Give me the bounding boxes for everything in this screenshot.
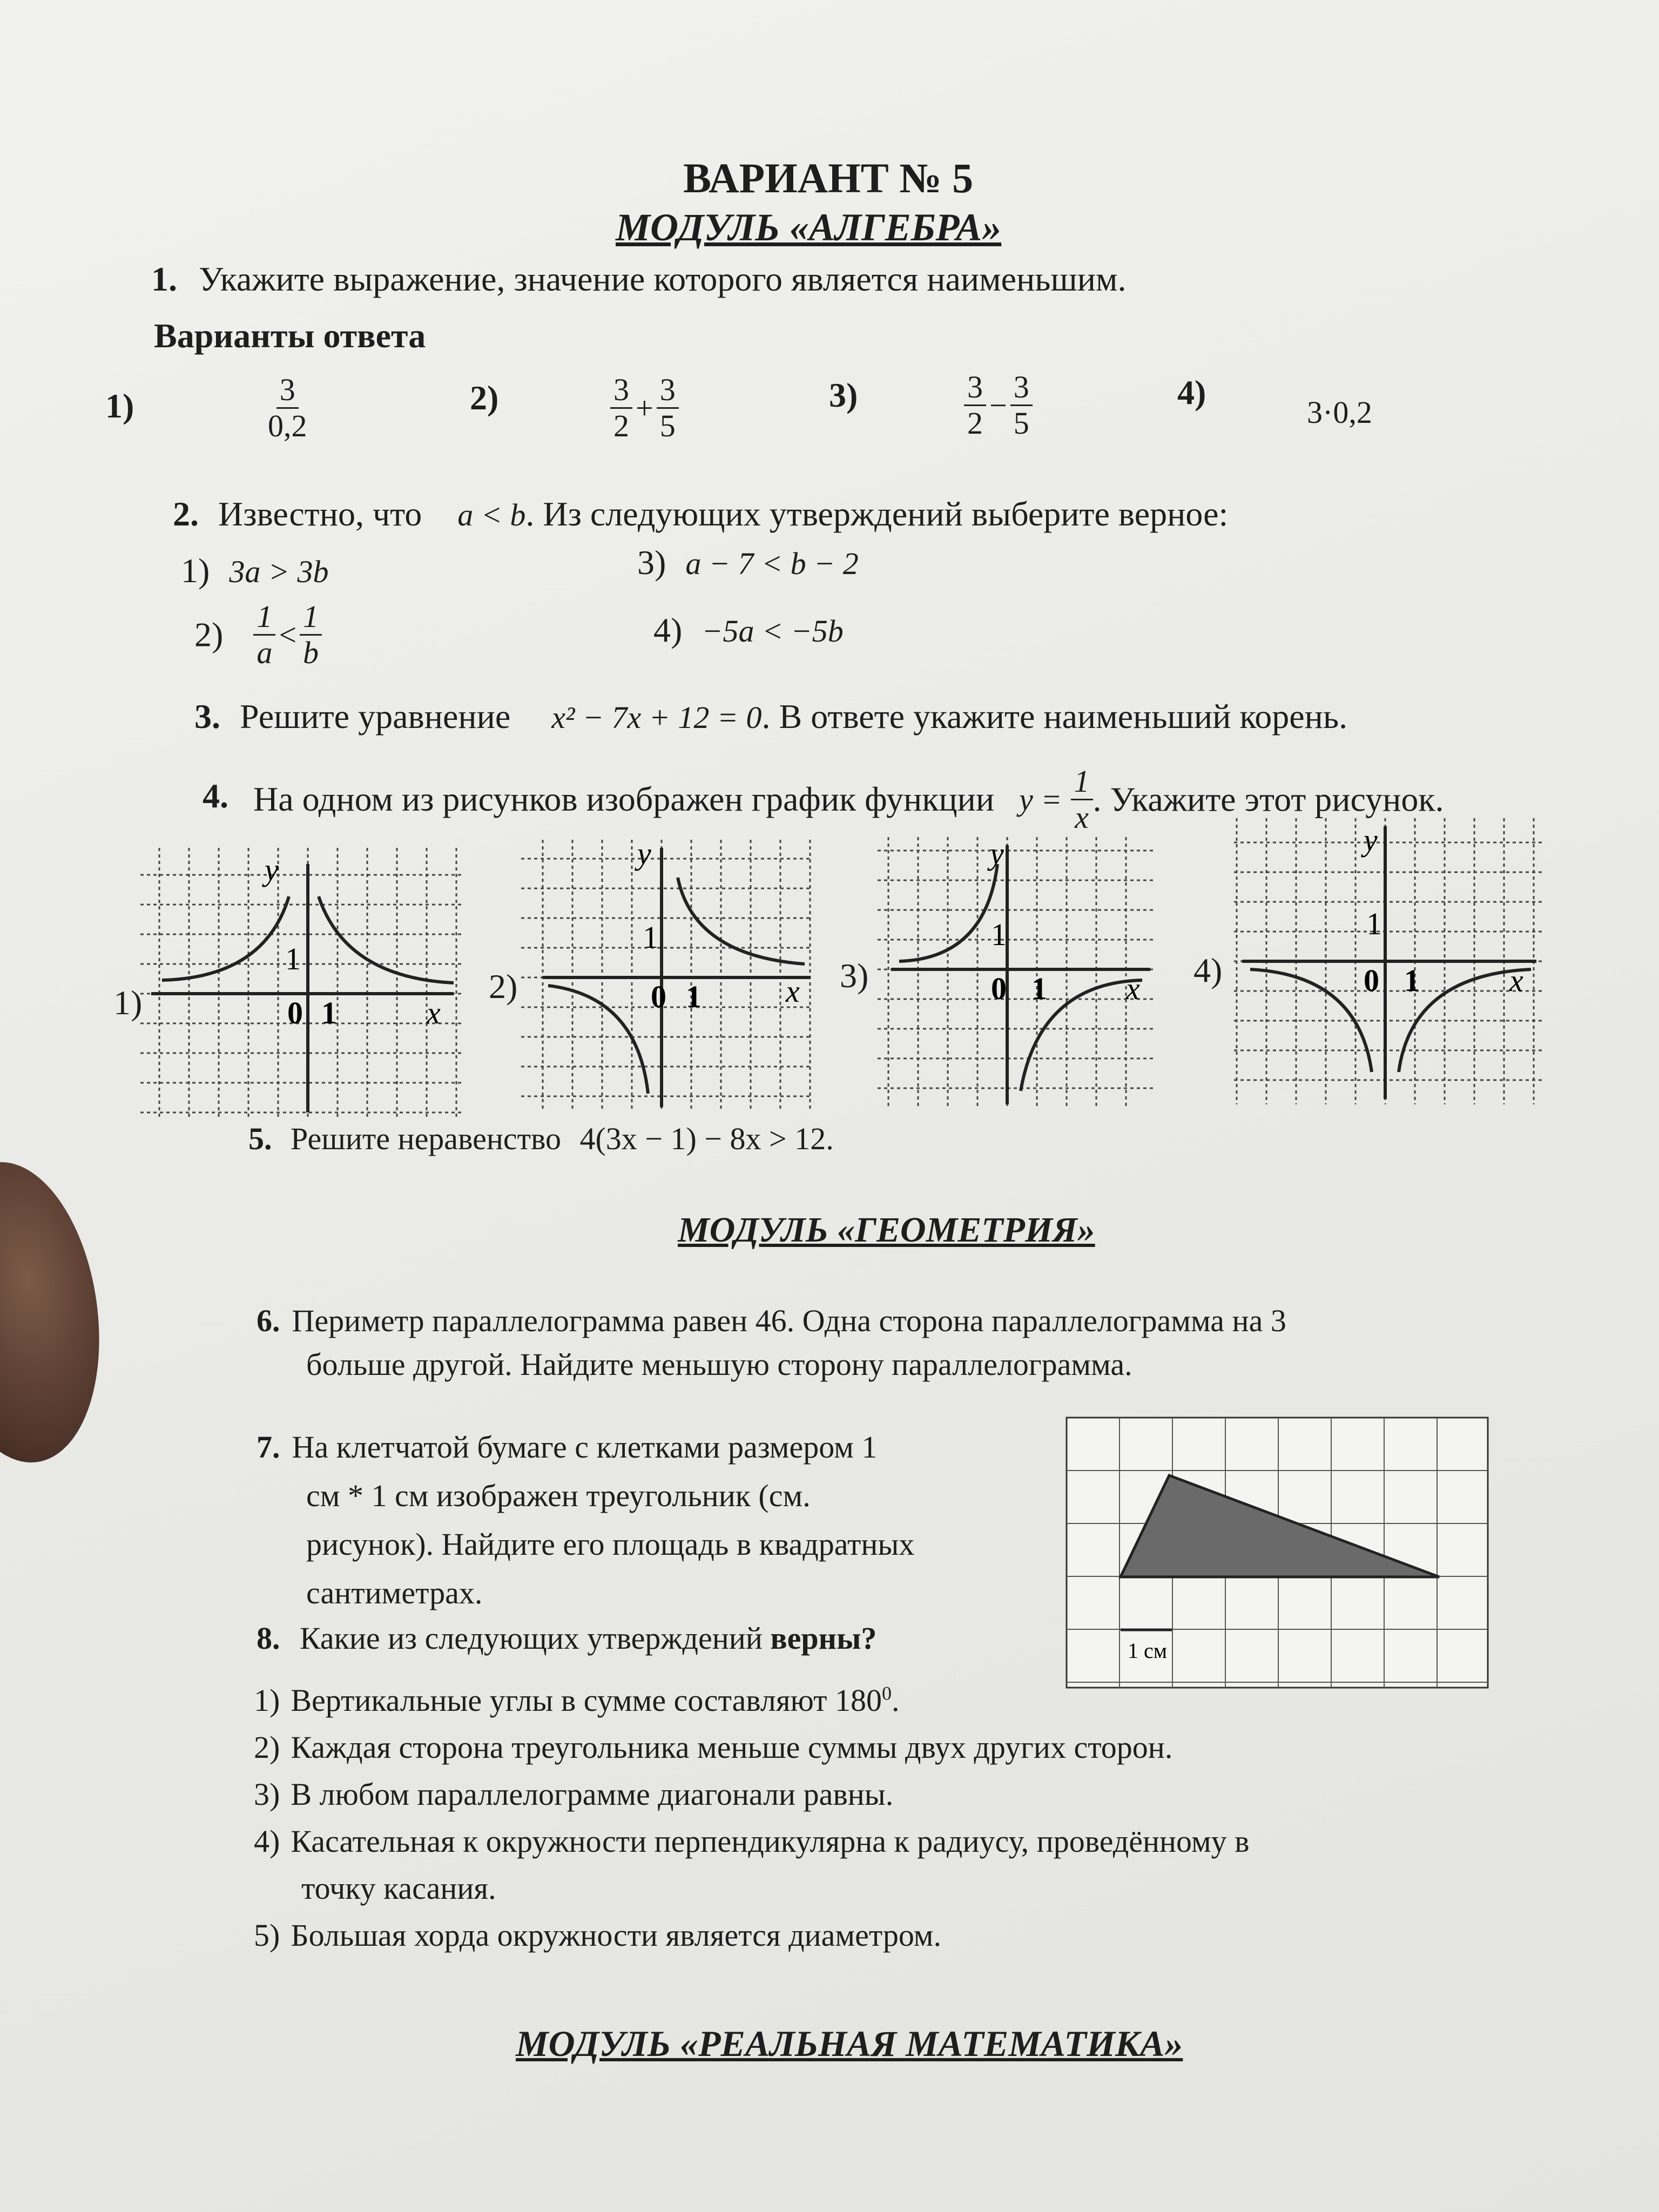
q2-option-3-expression: a − 7 < b − 2 bbox=[685, 546, 859, 581]
q3-equation: x² − 7x + 12 = 0 bbox=[551, 700, 762, 735]
fraction-numerator: 3 bbox=[657, 373, 679, 409]
graph-1-svg bbox=[140, 848, 464, 1118]
unit-x-label: 1 bbox=[686, 979, 702, 1014]
fraction-denominator: a bbox=[257, 635, 273, 670]
triangle-figure bbox=[1064, 1415, 1491, 1693]
q8-text-pre: Какие из следующих утверждений bbox=[300, 1621, 763, 1656]
fraction bbox=[1010, 370, 1033, 441]
fraction bbox=[657, 373, 679, 443]
statement-item[interactable] bbox=[254, 1912, 1250, 1959]
statement-text: Большая хорда окружности является диаметром. bbox=[291, 1918, 941, 1953]
y-axis-label: y bbox=[990, 837, 1004, 871]
statement-number: 2) bbox=[254, 1730, 280, 1765]
q7-line-4: сантиметрах. bbox=[306, 1575, 483, 1610]
q8-number: 8. bbox=[257, 1621, 280, 1656]
q4-function-lhs: y = bbox=[1019, 781, 1062, 817]
q8-text-bold: верны bbox=[770, 1621, 861, 1656]
q8-text bbox=[257, 1620, 876, 1656]
fraction-denominator: b bbox=[303, 635, 319, 670]
statement-item[interactable] bbox=[254, 1677, 1250, 1724]
y-axis-label: y bbox=[265, 852, 279, 887]
graph-1[interactable] bbox=[140, 848, 464, 1118]
x-axis-label: x bbox=[1126, 971, 1140, 1006]
statement-number: 4) bbox=[254, 1824, 280, 1859]
q2-condition: a < b bbox=[457, 497, 526, 532]
q2-text-post: . Из следующих утверждений выберите верное: bbox=[525, 495, 1229, 533]
q1-answers-label: Варианты ответа bbox=[154, 316, 426, 355]
origin-label: 0 bbox=[651, 979, 666, 1014]
q1-option-1-number[interactable]: 1) bbox=[105, 387, 134, 425]
q1-option-4-expression: 3·0,2 bbox=[1307, 395, 1372, 430]
x-axis-label: x bbox=[1509, 963, 1523, 998]
q8-text-post: ? bbox=[861, 1621, 877, 1656]
variant-title: ВАРИАНТ № 5 bbox=[683, 154, 974, 201]
x-axis-label: x bbox=[786, 974, 800, 1009]
fraction-numerator: 3 bbox=[1010, 370, 1033, 406]
q6-line-1: Периметр параллелограмма равен 46. Одна сторона параллелограмма на 3 bbox=[292, 1303, 1286, 1338]
q5-text-pre: Решите неравенство bbox=[291, 1121, 561, 1156]
curve-third-quadrant bbox=[548, 986, 648, 1094]
unit-y-label: 1 bbox=[285, 941, 301, 976]
q2-option-3-number: 3) bbox=[637, 543, 666, 582]
graph-2-svg bbox=[521, 840, 813, 1110]
q6-number: 6. bbox=[257, 1303, 280, 1338]
curve-left-branch bbox=[162, 896, 289, 980]
q5-text bbox=[248, 1121, 834, 1157]
q2-number: 2. bbox=[173, 495, 199, 533]
q7-line-3: рисунок). Найдите его площадь в квадратных bbox=[306, 1526, 915, 1562]
statement-continuation bbox=[301, 1865, 1250, 1912]
origin-label: 0 bbox=[1364, 963, 1379, 998]
unit-y-label: 1 bbox=[1366, 906, 1382, 941]
q5-inequality: 4(3x − 1) − 8x > 12. bbox=[579, 1121, 834, 1156]
graph-4[interactable] bbox=[1234, 818, 1542, 1104]
statement-item[interactable] bbox=[254, 1818, 1250, 1865]
operator: < bbox=[279, 617, 297, 652]
q2-option-2-number: 2) bbox=[194, 615, 224, 654]
operator: − bbox=[989, 387, 1007, 423]
q7-line-2: см * 1 см изображен треугольник (см. bbox=[306, 1478, 811, 1513]
graph-4-svg bbox=[1234, 818, 1542, 1104]
origin-label: 0 bbox=[991, 971, 1007, 1006]
graph-2[interactable] bbox=[521, 840, 813, 1110]
q6-line-2: больше другой. Найдите меньшую сторону параллелограмма. bbox=[306, 1347, 1132, 1382]
unit-y-label: 1 bbox=[991, 917, 1007, 952]
fraction bbox=[300, 599, 322, 670]
q1-question: Укажите выражение, значение которого является наименьшим. bbox=[199, 260, 1127, 298]
curve-right-branch bbox=[319, 896, 454, 983]
module-geometry-heading: МОДУЛЬ «ГЕОМЕТРИЯ» bbox=[678, 1210, 1095, 1250]
q1-option-2-expression bbox=[610, 373, 679, 443]
statement-item[interactable] bbox=[254, 1724, 1250, 1771]
graph-3[interactable] bbox=[878, 837, 1153, 1107]
q2-text-pre: Известно, что bbox=[218, 495, 422, 533]
statement-tail: . bbox=[891, 1683, 900, 1718]
unit-y-label: 1 bbox=[643, 920, 658, 955]
q1-option-2-number[interactable]: 2) bbox=[470, 379, 499, 417]
graph-3-grid bbox=[878, 837, 1153, 1107]
q2-option-3[interactable] bbox=[637, 543, 859, 583]
q2-option-2[interactable] bbox=[194, 599, 322, 670]
q4-text-pre: На одном из рисунков изображен график функции bbox=[253, 780, 995, 819]
statement-text: В любом параллелограмме диагонали равны. bbox=[291, 1777, 894, 1812]
q2-option-4[interactable] bbox=[653, 610, 844, 650]
fraction-denominator: 5 bbox=[1013, 405, 1029, 441]
graph-2-grid bbox=[521, 840, 813, 1110]
q1-option-3-number[interactable]: 3) bbox=[829, 376, 858, 414]
module-algebra-heading: МОДУЛЬ «АЛГЕБРА» bbox=[616, 206, 1002, 249]
q3-text-post: . В ответе укажите наименьший корень. bbox=[761, 697, 1348, 736]
y-axis-label: y bbox=[637, 840, 651, 871]
graph-4-number[interactable]: 4) bbox=[1193, 951, 1223, 989]
triangle-grid-svg bbox=[1064, 1415, 1491, 1690]
unit-x-label: 1 bbox=[1031, 971, 1047, 1006]
fraction-numerator: 3 bbox=[964, 370, 986, 406]
graph-1-grid bbox=[140, 848, 464, 1118]
graph-1-number[interactable]: 1) bbox=[113, 983, 143, 1022]
scale-label: 1 см bbox=[1128, 1638, 1168, 1663]
fraction bbox=[265, 373, 311, 443]
q1-option-4-number[interactable]: 4) bbox=[1177, 373, 1206, 412]
fraction bbox=[964, 370, 986, 441]
fraction-numerator: 3 bbox=[276, 373, 299, 409]
q1-number: 1. bbox=[151, 260, 177, 298]
fraction-numerator: 1 bbox=[253, 599, 275, 636]
fraction-denominator: 2 bbox=[967, 405, 983, 441]
q3-number: 3. bbox=[194, 697, 220, 736]
q2-option-1-number: 1) bbox=[181, 551, 210, 590]
q2-text bbox=[173, 494, 1228, 534]
q4-text-post: . Укажите этот рисунок. bbox=[1092, 780, 1444, 819]
q3-text bbox=[194, 697, 1347, 737]
statement-number: 5) bbox=[254, 1918, 280, 1953]
q2-option-1[interactable] bbox=[181, 551, 328, 591]
fraction bbox=[253, 599, 275, 670]
operator: + bbox=[636, 390, 653, 426]
finger-shadow bbox=[0, 1151, 118, 1473]
fraction-numerator: 1 bbox=[300, 599, 322, 636]
origin-label: 0 bbox=[287, 995, 303, 1030]
q1-option-1-expression bbox=[265, 373, 311, 443]
fraction-denominator: 0,2 bbox=[268, 408, 307, 443]
statement-text: Касательная к окружности перпендикулярна к радиусу, проведённому в bbox=[291, 1824, 1250, 1859]
q7-number: 7. bbox=[257, 1429, 280, 1465]
q3-text-pre: Решите уравнение bbox=[240, 697, 511, 736]
statement-number: 1) bbox=[254, 1683, 280, 1718]
q8-statements bbox=[254, 1677, 1250, 1959]
statement-superscript: 0 bbox=[881, 1682, 892, 1704]
fraction-denominator: x bbox=[1075, 799, 1089, 835]
q4-number: 4. bbox=[203, 776, 228, 815]
q7-text bbox=[257, 1423, 914, 1617]
graph-2-number[interactable]: 2) bbox=[489, 967, 518, 1006]
graph-3-svg bbox=[878, 837, 1153, 1107]
q1-option-3-expression bbox=[964, 370, 1033, 441]
unit-x-label: 1 bbox=[321, 995, 337, 1030]
statement-item[interactable] bbox=[254, 1771, 1250, 1818]
fraction-numerator: 1 bbox=[1071, 764, 1093, 800]
y-axis-label: y bbox=[1364, 822, 1378, 858]
statement-text: точку касания. bbox=[301, 1871, 496, 1906]
x-axis-label: x bbox=[427, 995, 441, 1030]
fraction bbox=[610, 373, 632, 443]
fraction-denominator: 2 bbox=[613, 408, 629, 443]
q2-option-4-number: 4) bbox=[653, 611, 683, 649]
fraction-denominator: 5 bbox=[659, 408, 676, 443]
q2-option-1-expression: 3a > 3b bbox=[229, 554, 329, 589]
curve-first-quadrant bbox=[678, 878, 805, 964]
fraction-numerator: 3 bbox=[610, 373, 632, 409]
unit-x-label: 1 bbox=[1404, 963, 1420, 998]
q6-text bbox=[257, 1299, 1286, 1386]
module-real-math-heading: МОДУЛЬ «РЕАЛЬНАЯ МАТЕМАТИКА» bbox=[516, 2023, 1183, 2064]
graph-3-number[interactable]: 3) bbox=[840, 956, 869, 995]
statement-number: 3) bbox=[254, 1777, 280, 1812]
q1-text bbox=[151, 259, 1127, 299]
statement-text: Каждая сторона треугольника меньше суммы двух других сторон. bbox=[291, 1730, 1173, 1765]
statement-text: Вертикальные углы в сумме составляют 180 bbox=[291, 1683, 882, 1718]
q5-number: 5. bbox=[248, 1121, 272, 1156]
fraction bbox=[1071, 764, 1093, 835]
q2-option-4-expression: −5a < −5b bbox=[702, 613, 844, 649]
q7-line-1: На клетчатой бумаге с клетками размером 1 bbox=[292, 1429, 878, 1465]
